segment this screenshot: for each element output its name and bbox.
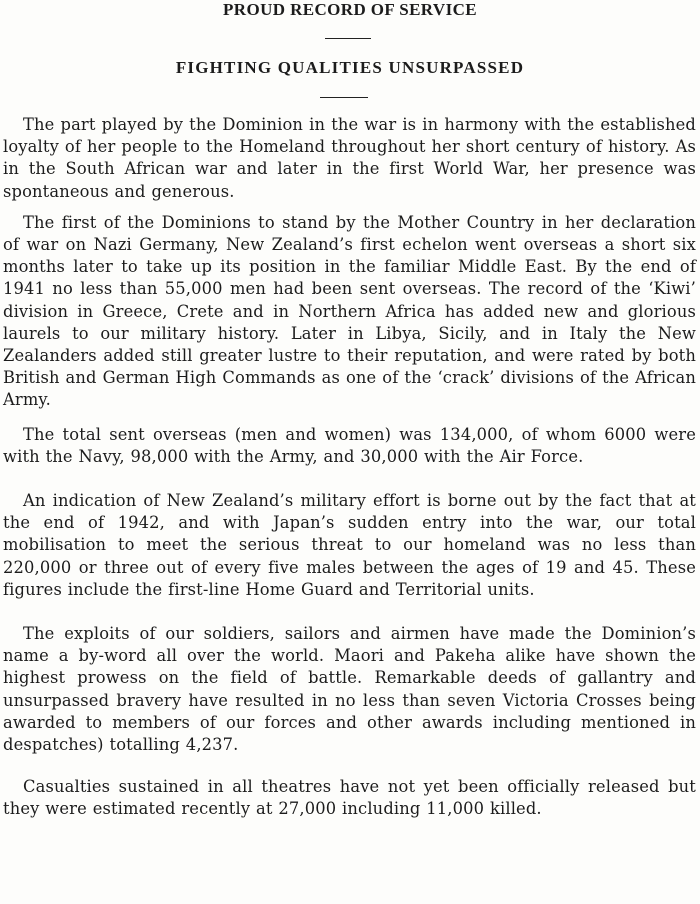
paragraph-3: The total sent overseas (men and women) was 134,000, of whom 6000 were with the Navy, 98,000 with the Army, and 30,000 with the Air Force. [3,424,696,466]
paragraph-5: The exploits of our soldiers, sailors and airmen have made the Dominion’s name a by-word all over the world. Maori and Pakeha alike have shown the highest prowess on the field of battle. Remarkable deeds of gallantry and unsurpassed bravery have resulted in no less than seven Victoria Crosses being awarded to members of our forces and other awards including mentioned in despatches) totalling 4,237. [3,624,696,755]
paragraph-4: An indication of New Zealand’s military effort is borne out by the fact that at the end of 1942, and with Japan’s sudden entry into the war, our total mobilisation to meet the serious threat to our homeland was no less than 220,000 or three out of every five males between the ages of 19 and 45. These figures include the first-line Home Guard and Territorial units. [3,491,696,599]
paragraph-2: The first of the Dominions to stand by the Mother Country in her declaration of war on Nazi Germany, New Zealand’s first echelon went overseas a short six months later to take up its position in the familiar Middle East. By the end of 1941 no less than 55,000 men had been sent overseas. The record of the ‘Kiwi’ division in Greece, Crete and in Northern Africa has added new and glorious laurels to our military history. Later in Libya, Sicily, and in Italy the New Zealanders added still greater lustre to their reputation, and were rated by both British and German High Commands as one of the ‘crack’ divisions of the African Army. [3,212,696,410]
page-title: PROUD RECORD OF SERVICE [222,0,477,19]
paragraph-6: Casualties sustained in all theatres have not yet been officially released but they were estimated recently at 27,000 including 11,000 killed. [3,777,696,819]
section-subtitle: FIGHTING QUALITIES UNSURPASSED [175,58,525,77]
paragraph-1: The part played by the Dominion in the war is in harmony with the established loyalty of her people to the Homeland throughout her short century of history. As in the South African war and later in the first World War, her presence was spontaneous and generous. [3,115,696,201]
title-divider [325,38,371,39]
subtitle-divider [320,97,368,98]
article-body [3,114,696,821]
